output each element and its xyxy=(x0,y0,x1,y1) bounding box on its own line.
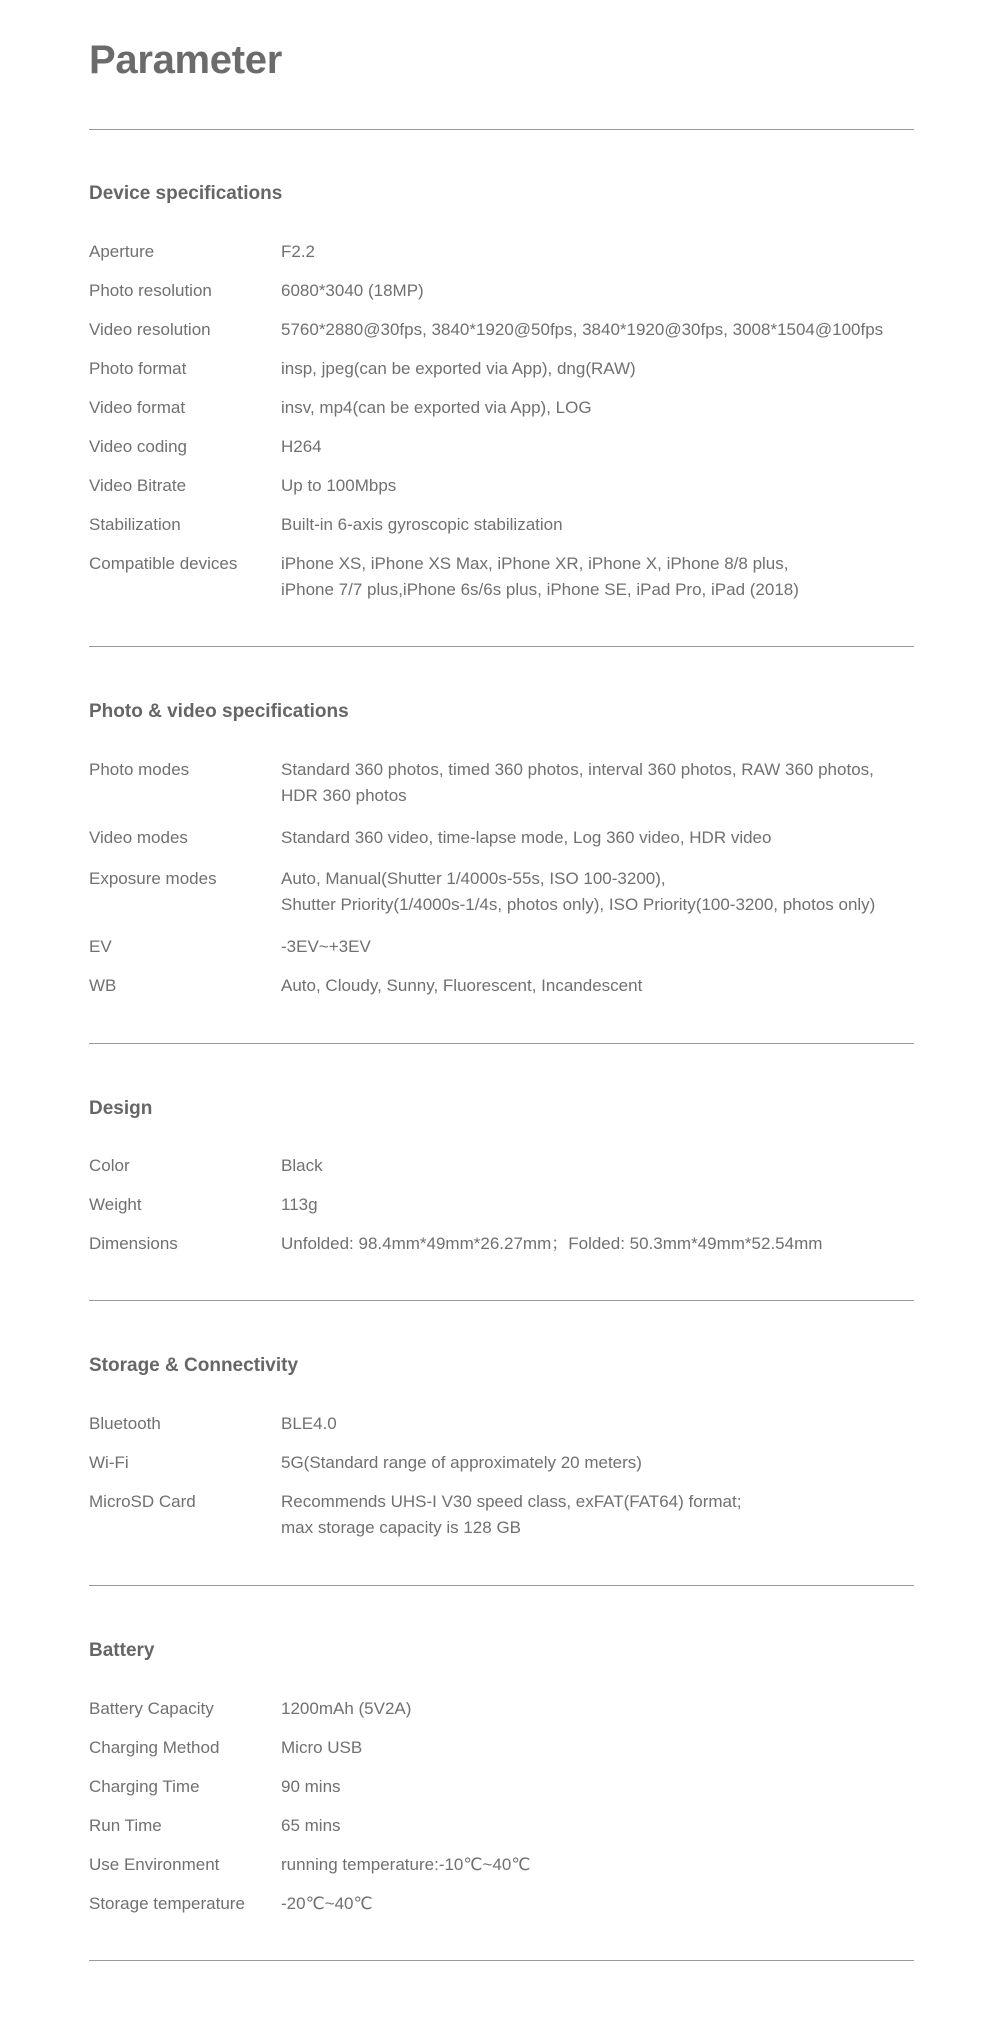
spec-value-charging-time xyxy=(281,1774,921,1800)
spec-label-compatible-devices: Compatible devices xyxy=(89,554,238,573)
spec-value-line: BLE4.0 xyxy=(281,1414,337,1433)
spec-value-line: Auto, Cloudy, Sunny, Fluorescent, Incandescent xyxy=(281,976,643,995)
spec-value-line: 113g xyxy=(281,1195,318,1214)
spec-value-photo-format xyxy=(281,356,921,382)
spec-label-aperture: Aperture xyxy=(89,242,155,261)
spec-value-video-bitrate xyxy=(281,473,921,499)
spec-value-aperture xyxy=(281,239,921,265)
spec-label-charging-time: Charging Time xyxy=(89,1777,200,1796)
spec-value-photo-modes xyxy=(281,757,921,809)
spec-value-microsd-card xyxy=(281,1489,921,1541)
spec-value-line: Standard 360 photos, timed 360 photos, interval 360 photos, RAW 360 photos, xyxy=(281,760,874,779)
spec-value-line: Built-in 6-axis gyroscopic stabilization xyxy=(281,515,563,534)
spec-value-line: 65 mins xyxy=(281,1816,341,1835)
spec-value-charging-method xyxy=(281,1735,921,1761)
spec-value-line: Recommends UHS-I V30 speed class, exFAT(FAT64) format; xyxy=(281,1492,742,1511)
spec-value-video-resolution xyxy=(281,317,921,343)
section-title-design: Design xyxy=(89,1098,153,1119)
section-title-battery: Battery xyxy=(89,1640,155,1661)
spec-value-line: Auto, Manual(Shutter 1/4000s-55s, ISO 100-3200), xyxy=(281,869,666,888)
spec-value-bluetooth xyxy=(281,1411,921,1437)
spec-label-wifi: Wi-Fi xyxy=(89,1453,129,1472)
spec-label-video-bitrate: Video Bitrate xyxy=(89,476,187,495)
spec-label-ev: EV xyxy=(89,937,112,956)
spec-label-weight: Weight xyxy=(89,1195,142,1214)
spec-value-line: Unfolded: 98.4mm*49mm*26.27mm；Folded: 50.3mm*49mm*52.54mm xyxy=(281,1234,823,1253)
section-divider xyxy=(89,1043,914,1044)
spec-label-charging-method: Charging Method xyxy=(89,1738,220,1757)
section-title-photo-video-specifications: Photo & video specifications xyxy=(89,701,349,722)
spec-value-weight xyxy=(281,1192,921,1218)
spec-value-line: insv, mp4(can be exported via App), LOG xyxy=(281,398,592,417)
spec-label-video-format: Video format xyxy=(89,398,186,417)
spec-label-photo-modes: Photo modes xyxy=(89,760,190,779)
spec-label-stabilization: Stabilization xyxy=(89,515,181,534)
spec-value-line: 6080*3040 (18MP) xyxy=(281,281,424,300)
spec-value-line: -3EV~+3EV xyxy=(281,937,371,956)
spec-value-run-time xyxy=(281,1813,921,1839)
title-divider xyxy=(89,129,914,130)
spec-value-line: 90 mins xyxy=(281,1777,341,1796)
spec-label-battery-capacity: Battery Capacity xyxy=(89,1699,214,1718)
section-divider xyxy=(89,1585,914,1586)
spec-value-color xyxy=(281,1153,921,1179)
spec-value-line: 1200mAh (5V2A) xyxy=(281,1699,412,1718)
spec-value-video-modes xyxy=(281,825,921,851)
spec-value-video-format xyxy=(281,395,921,421)
spec-label-video-resolution: Video resolution xyxy=(89,320,211,339)
spec-value-line: HDR 360 photos xyxy=(281,786,407,805)
spec-value-line: F2.2 xyxy=(281,242,316,261)
spec-value-stabilization xyxy=(281,512,921,538)
spec-value-line: Up to 100Mbps xyxy=(281,476,397,495)
section-divider xyxy=(89,646,914,647)
spec-value-line: Micro USB xyxy=(281,1738,363,1757)
spec-value-dimensions xyxy=(281,1231,921,1257)
spec-value-line: 5760*2880@30fps, 3840*1920@50fps, 3840*1920@30fps, 3008*1504@100fps xyxy=(281,320,884,339)
spec-value-use-environment xyxy=(281,1852,921,1878)
spec-value-line: H264 xyxy=(281,437,322,456)
section-divider xyxy=(89,1300,914,1301)
spec-value-exposure-modes xyxy=(281,866,921,918)
spec-label-color: Color xyxy=(89,1156,130,1175)
spec-label-video-modes: Video modes xyxy=(89,828,188,847)
spec-label-dimensions: Dimensions xyxy=(89,1234,178,1253)
spec-value-line: Black xyxy=(281,1156,323,1175)
spec-value-battery-capacity xyxy=(281,1696,921,1722)
spec-label-storage-temperature: Storage temperature xyxy=(89,1894,245,1913)
spec-value-line: iPhone 7/7 plus,iPhone 6s/6s plus, iPhone SE, iPad Pro, iPad (2018) xyxy=(281,580,799,599)
spec-label-use-environment: Use Environment xyxy=(89,1855,220,1874)
spec-value-photo-resolution xyxy=(281,278,921,304)
spec-value-line: Standard 360 video, time-lapse mode, Log 360 video, HDR video xyxy=(281,828,772,847)
spec-value-line: Shutter Priority(1/4000s-1/4s, photos only), ISO Priority(100-3200, photos only) xyxy=(281,895,876,914)
spec-label-photo-resolution: Photo resolution xyxy=(89,281,212,300)
spec-value-line: -20℃~40℃ xyxy=(281,1894,373,1913)
spec-value-wifi xyxy=(281,1450,921,1476)
spec-label-microsd-card: MicroSD Card xyxy=(89,1492,196,1511)
page-title: Parameter xyxy=(89,38,282,82)
spec-value-video-coding xyxy=(281,434,921,460)
spec-value-line: running temperature:-10℃~40℃ xyxy=(281,1855,531,1874)
spec-label-wb: WB xyxy=(89,976,117,995)
spec-value-storage-temperature xyxy=(281,1891,921,1917)
spec-label-bluetooth: Bluetooth xyxy=(89,1414,161,1433)
section-title-device-specifications: Device specifications xyxy=(89,183,283,204)
section-divider xyxy=(89,1960,914,1961)
spec-label-video-coding: Video coding xyxy=(89,437,187,456)
spec-value-line: 5G(Standard range of approximately 20 meters) xyxy=(281,1453,642,1472)
spec-label-photo-format: Photo format xyxy=(89,359,187,378)
spec-value-compatible-devices xyxy=(281,551,921,603)
spec-value-line: iPhone XS, iPhone XS Max, iPhone XR, iPhone X, iPhone 8/8 plus, xyxy=(281,554,789,573)
spec-label-run-time: Run Time xyxy=(89,1816,162,1835)
spec-value-line: insp, jpeg(can be exported via App), dng(RAW) xyxy=(281,359,636,378)
section-title-storage-connectivity: Storage & Connectivity xyxy=(89,1355,299,1376)
spec-value-wb xyxy=(281,973,921,999)
spec-value-line: max storage capacity is 128 GB xyxy=(281,1518,522,1537)
spec-value-ev xyxy=(281,934,921,960)
spec-label-exposure-modes: Exposure modes xyxy=(89,869,217,888)
